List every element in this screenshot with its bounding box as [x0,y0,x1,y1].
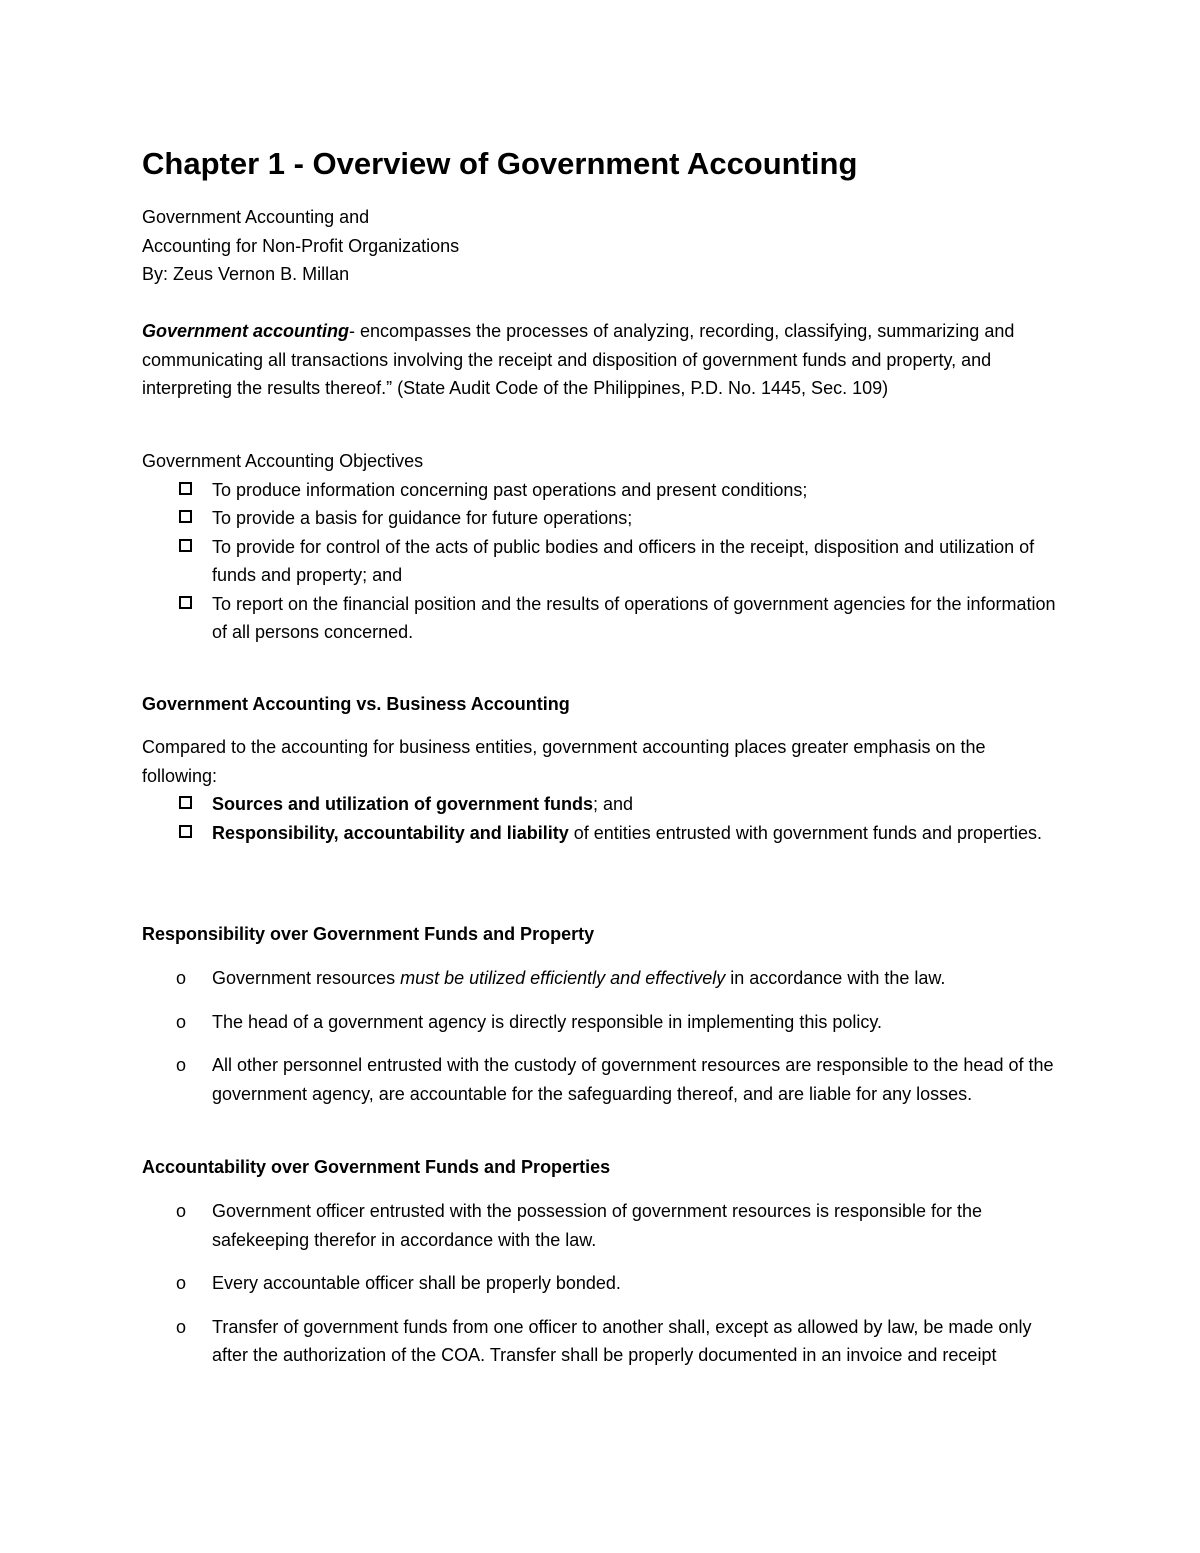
list-item: o Government resources must be utilized efficiently and effectively in accordance with the law. [142,964,1060,993]
comparison-intro: Compared to the accounting for business entities, government accounting places greater emphasis on the following: [142,737,986,786]
page-title: Chapter 1 - Overview of Government Accounting [142,146,858,181]
circle-bullet-icon: o [176,1316,187,1337]
author-line: By: Zeus Vernon B. Millan [142,264,350,284]
objectives-list [142,476,1060,647]
list-item: To report on the financial position and the results of operations of government agencies for the information of all persons concerned. [142,590,1060,647]
list-item: Sources and utilization of government funds; and [142,790,1060,819]
responsibility-heading: Responsibility over Government Funds and Property [142,924,595,944]
checkbox-bullet-icon [179,510,192,523]
comparison-heading: Government Accounting vs. Business Accounting [142,694,570,714]
checkbox-bullet-icon [179,825,192,838]
list-item: Responsibility, accountability and liability of entities entrusted with government funds and properties. [142,819,1060,848]
list-item: o All other personnel entrusted with the custody of government resources are responsible to the head of the government agency, are accountable for the safeguarding thereof, and are liable for any losses. [142,1051,1060,1108]
accountability-section [142,1197,1060,1385]
circle-bullet-icon: o [176,1011,187,1032]
comparison-list [142,790,1060,847]
list-item: To produce information concerning past operations and present conditions; [142,476,1060,505]
circle-bullet-icon: o [176,1201,187,1221]
circle-bullet-icon: o [176,1273,187,1293]
subtitle-block [142,203,1060,289]
checkbox-bullet-icon [179,539,192,552]
list-item: o Government officer entrusted with the possession of government resources is responsible for the safekeeping therefor in accordance with the law. [142,1197,1060,1254]
definition-paragraph [142,317,1060,403]
list-item: To provide for control of the acts of public bodies and officers in the receipt, disposition and utilization of funds and property; and [142,533,1060,590]
circle-bullet-icon: o [176,1055,187,1075]
subtitle-line: Accounting for Non-Profit Organizations [142,235,460,256]
list-item: To provide a basis for guidance for future operations; [142,504,1060,533]
comparison-section [142,733,1060,847]
checkbox-bullet-icon [179,596,192,609]
responsibility-list [142,964,1060,1108]
circle-bullet-icon: o [176,968,187,988]
definition-text: - encompasses the processes of analyzing, recording, classifying, summarizing and communicating all transactions involving the receipt and disposition of government funds and property, and interpreting the results thereof.” (State Audit Code of the Philippines, P.D. No. 1445, Sec. 109) [142,321,1015,398]
checkbox-bullet-icon [179,796,192,809]
checkbox-bullet-icon [179,482,192,495]
objectives-section [142,447,1060,647]
list-item: o Transfer of government funds from one officer to another shall, except as allowed by law, be made only after the authorization of the COA. Transfer shall be properly documented in an invoice and receipt [142,1313,1060,1370]
objectives-heading: Government Accounting Objectives [142,451,424,471]
accountability-heading: Accountability over Government Funds and Properties [142,1157,611,1177]
responsibility-section [142,964,1060,1123]
list-item: o Every accountable officer shall be properly bonded. [142,1269,1060,1298]
definition-term: Government accounting [142,321,350,341]
list-item: o The head of a government agency is directly responsible in implementing this policy. [142,1008,1060,1037]
subtitle-line: Government Accounting and [142,207,370,227]
accountability-list [142,1197,1060,1370]
